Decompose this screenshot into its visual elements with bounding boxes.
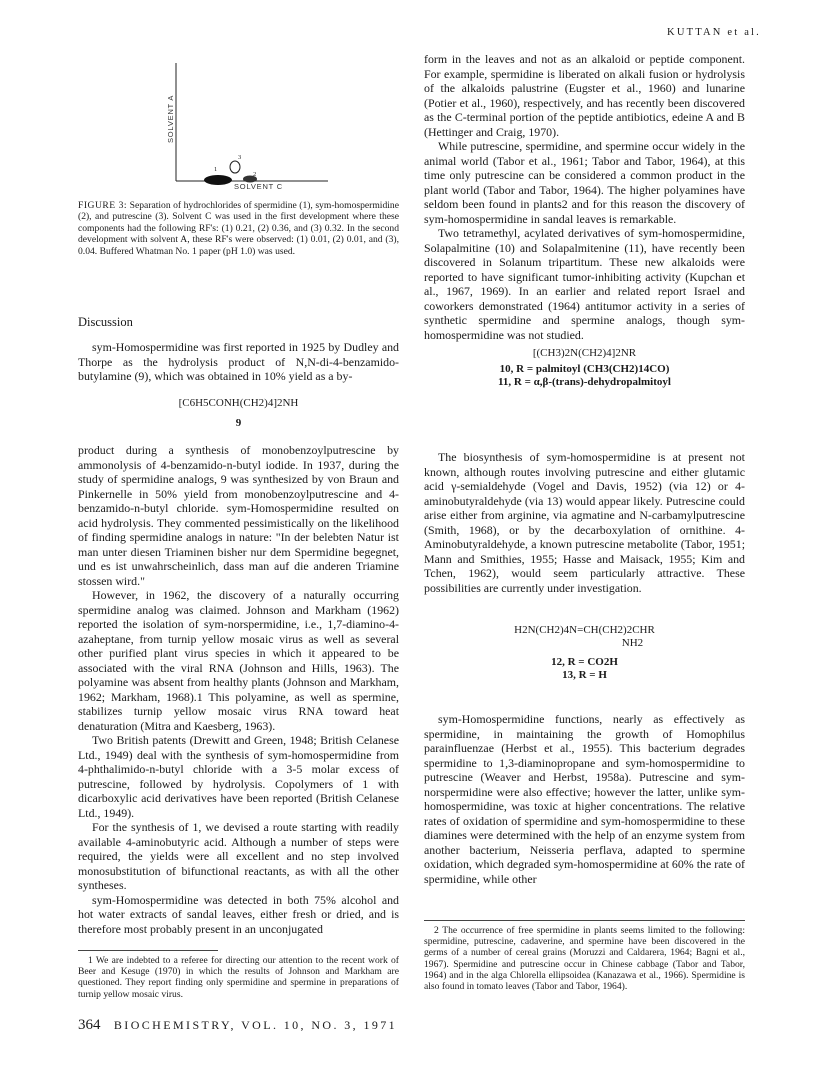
formula-9-number: 9 [235, 417, 242, 429]
spot-3 [230, 161, 240, 173]
right-paragraph-2: While putrescine, spermidine, and spermine occur widely in the animal world (Tabor et al., 1961; Tabor and Tabor, 1964), at this time only putrescine can be considered a common product in the plant world (Tabor and Tabor, 1964). The higher polyamines have seldom been found in plants2 and for this reason the discovery of sym-homospermidine in sandal leaves is remarkable. [424, 139, 745, 226]
figure-caption [78, 200, 399, 257]
formula-10-label: 10, R = palmitoyl (CH3(CH2)14CO) [499, 363, 670, 375]
solvent-a-label: SOLVENT A [166, 94, 175, 143]
formula-12-13-text: H2N(CH2)4N=CH(CH2)2CHR [514, 624, 655, 636]
formula-11-label: 11, R = α,β-(trans)-dehydropalmitoyl [498, 376, 671, 388]
right-paragraph-5: sym-Homospermidine functions, nearly as effectively as spermidine, in maintaining the growth of Homophilus parainfluenzae (Herbst et al., 1955). This bacterium degrades spermidine to 1,3-diaminopropane and sym-homospermidine to putrescine (Weaver and Herbst, 1958a). Putrescine and sym-norspermidine were also effective; however the latter, unlike sym-homospermidine, was toxic at higher concentrations. The relative rates of oxidation of spermidine and sym-homospermidine to these diamines were determined with the help of an enzyme system from another bacterium, Neisseria perflava, adapted to spermine oxidation, which degraded sym-homospermidine at 60% the rate of spermidine, while other [424, 712, 745, 886]
figure-caption-text: Separation of hydrochlorides of spermidine (1), sym-homospermidine (2), and putrescine (3). Solvent C was used in the first development where these components had the following RF's: (1) 0.21, (2) 0.36, and (3) 0.32. In the second development with solvent A, these RF's were observed: (1) 0.01, (2) 0.01, and (3), 0.04. Buffered Whatman No. 1 paper (pH 1.0) was used. [78, 200, 399, 257]
formula-9-text: [C6H5CONH(CH2)4]2NH [178, 397, 299, 409]
footnote-rule-right [424, 920, 745, 921]
spot-1 [204, 175, 232, 185]
footnote-1: 1 We are indebted to a referee for directing our attention to the recent work of Beer and Kesuge (1970) in which the results of Johnson and Markham are questioned. They report finding only spermidine and spermine in preparations of turnip yellow mosaic virus. [78, 955, 399, 1000]
left-paragraph-4: Two British patents (Drewitt and Green, 1948; British Celanese Ltd., 1949) deal with the synthesis of sym-homospermidine from 4-phthalimido-n-butyl chloride with a 3-5 molar excess of putrescine, followed by hydrolysis. Copolymers of 1 with dicarboxylic acid derivatives have been reported (British Celanese Ltd., 1949). [78, 733, 399, 820]
left-paragraph-2: product during a synthesis of monobenzoylputrescine by ammonolysis of 4-benzamido-n-butyl iodide. In 1937, during the study of spermidine analogs, 9 was synthesized by von Braun and Pinkernelle in 50% yield from monobenzoylputrescine and 4-benzamido-n-butyl chloride. sym-Homospermidine resulted on acid hydrolysis. They commented pessimistically on the likelihood of finding spermidine analogs in nature: "In der belebten Natur ist man unter diesen Triaminen bisher nur dem Spermidine begegnet, und es ist unwahrscheinlich, dass man auf die anderen Triamine stossen wird." [78, 443, 399, 588]
footnote-rule-left [78, 950, 218, 951]
spot-label-1: 1 [214, 166, 218, 173]
formula-12-13-sub: NH2 [621, 637, 644, 649]
left-paragraph-3: However, in 1962, the discovery of a naturally occurring spermidine analog was claimed. Johnson and Markham (1962) reported the isolation of sym-norspermidine, i.e., 1,7-diamino-4-azaheptane, from turnip yellow mosaic virus as well as several other purified plant virus species in which it appeared to be associated with the viral RNA (Johnson and Hills, 1963). The polyamine was absent from healthy plants (Johnson and Markham, 1962; Markham, 1968).1 This polyamine, as well as spermine, stabilizes turnip yellow mosaic virus RNA toward heat denaturation (Mitra and Kaesberg, 1963). [78, 588, 399, 733]
page-number: 364 [78, 1017, 101, 1033]
right-paragraph-4: The biosynthesis of sym-homospermidine is at present not known, although routes involving putrescine and either glutamic acid γ-semialdehyde (Vogel and Davis, 1952) (via 12) or 4-aminobutyraldehyde (via 13) would appear likely. Putrescine could arise either from arginine, via agmatine and N-carbamylputrescine (Smith, 1968), or by the decarboxylation of ornithine. 4-Aminobutyraldehyde, a known putrescine metabolite (Tabor, 1951; Mann and Smithies, 1955; Hasse and Maisack, 1955; Kim and Tchen, 1962), would seem particularly attractive. These possibilities are currently under investigation. [424, 450, 745, 595]
section-heading: Discussion [78, 315, 133, 329]
left-paragraph-5: For the synthesis of 1, we devised a route starting with readily available 4-aminobutyric acid. Although a number of steps were required, the yields were all excellent and no step involved monosubstitution of bifunctional reactants, as with all the other syntheses. [78, 820, 399, 892]
formula-12-13 [424, 624, 745, 682]
formula-10-11 [424, 347, 745, 389]
figure-caption-label: FIGURE 3: [78, 200, 128, 211]
spot-label-2: 2 [253, 171, 257, 178]
formula-9 [78, 397, 399, 430]
right-paragraph-3: Two tetramethyl, acylated derivatives of sym-homospermidine, Solapalmitine (10) and Solapalmitenine (11), have recently been discovered in Solanum tripartitum. These new alkaloids were reported to have significant tumor-inhibiting activity (Kupchan et al., 1967, 1969). In an earlier and related report Israel and coworkers demonstrated (1964) antitumor activity in a series of synthetic spermidine and spermine analogs, though sym-homospermidine was not studied. [424, 226, 745, 342]
formula-13-label: 13, R = H [562, 669, 607, 681]
formula-10-11-text: [(CH3)2N(CH2)4]2NR [532, 347, 637, 359]
footnote-2: 2 The occurrence of free spermidine in plants seems limited to the following: spermidine, putrescine, cadaverine, and spermine have been discovered in the germs of a number of cereal grains (Moruzzi and Caldarera, 1964; Bagni et al., 1967). Spermidine and putrescine occur in Chinese cabbage (Tabor and Tabor, 1964) and in the alga Chlorella ellipsoidea (Kanazawa et al., 1966). Spermidine is also found in tomato leaves (Tabor and Tabor, 1964). [424, 925, 745, 993]
spot-label-3: 3 [238, 154, 242, 161]
running-head: KUTTAN et al. [667, 27, 761, 38]
page-footer [78, 1017, 397, 1034]
journal-citation: BIOCHEMISTRY, VOL. 10, NO. 3, 1971 [113, 1018, 398, 1032]
right-paragraph-1: form in the leaves and not as an alkaloid or peptide component. For example, spermidine is liberated on alkali fusion or hydrolysis of the alkaloids palustrine (Eugster et al., 1960) and lunarine (Potier et al., 1960), respectively, and has recently been discovered as the C-terminal portion of the peptide antibiotics, edeine A and B (Hettinger and Craig, 1970). [424, 52, 745, 139]
left-paragraph-1: sym-Homospermidine was first reported in 1925 by Dudley and Thorpe as the hydrolysis product of N,N-di-4-benzamido-butylamine (9), which was obtained in 10% yield as a by- [78, 340, 399, 383]
formula-12-label: 12, R = CO2H [551, 656, 618, 668]
left-paragraph-6: sym-Homospermidine was detected in both 75% alcohol and hot water extracts of sandal leaves, either fresh or dried, and is therefore most probably present in an unconjugated [78, 892, 399, 936]
chromatogram-figure [78, 55, 399, 195]
solvent-c-label: SOLVENT C [234, 182, 284, 191]
chromatogram-svg [78, 55, 399, 195]
